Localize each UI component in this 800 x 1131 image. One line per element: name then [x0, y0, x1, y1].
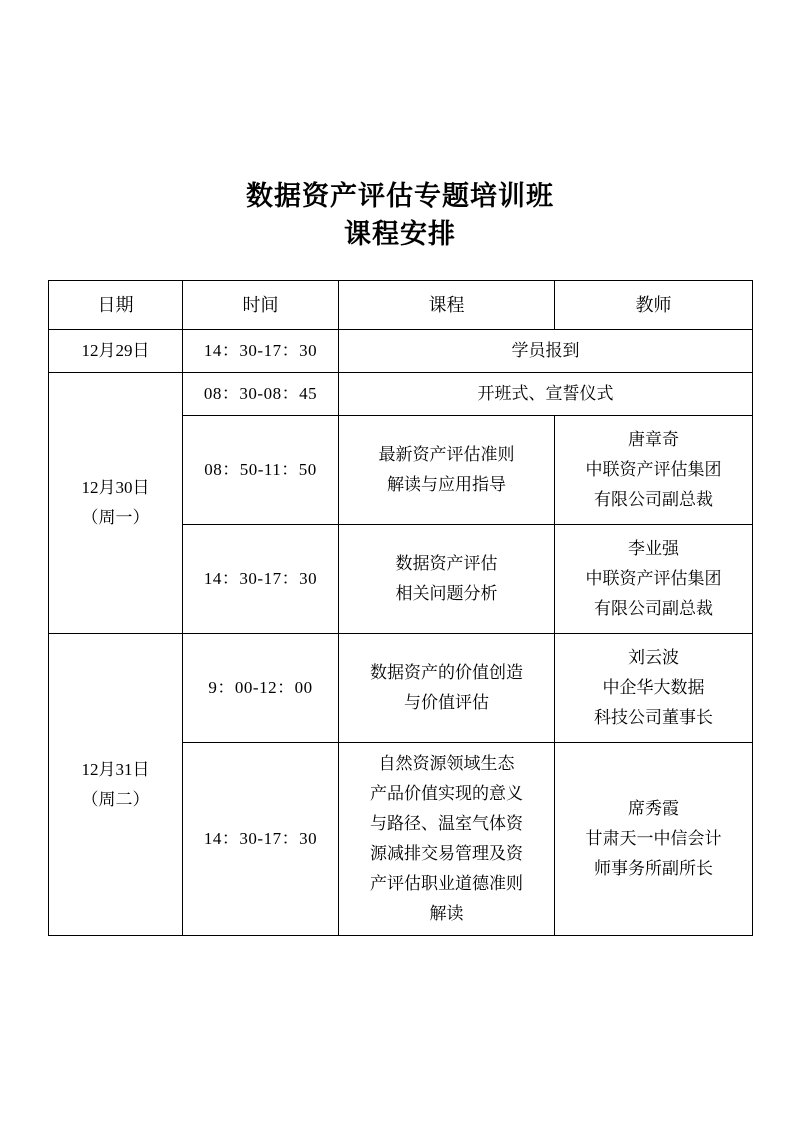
cell-time: 08：30-08：45 [183, 373, 339, 416]
teacher-org-line: 科技公司董事长 [594, 708, 713, 727]
cell-date [49, 330, 183, 373]
column-header-teacher: 教师 [555, 281, 753, 330]
table-row [49, 373, 753, 416]
course-line: 与价值评估 [404, 693, 489, 712]
cell-time: 14：30-17：30 [183, 330, 339, 373]
teacher-name: 席秀霞 [628, 799, 679, 818]
page-title-line-1: 数据资产评估专题培训班 [246, 181, 554, 212]
schedule-table-wrapper [48, 280, 752, 936]
cell-time: 14：30-17：30 [183, 525, 339, 634]
teacher-org-line: 中联资产评估集团 [585, 569, 722, 588]
teacher-org-line: 甘肃天一中信会计 [585, 829, 722, 848]
course-line: 产品价值实现的意义 [370, 784, 523, 803]
column-header-date: 日期 [49, 281, 183, 330]
date-text: 12月29日 [81, 341, 150, 360]
cell-course-merged: 开班式、宣誓仪式 [339, 373, 753, 416]
teacher-org-line: 中企华大数据 [602, 678, 705, 697]
cell-course [339, 634, 555, 743]
cell-teacher [555, 743, 753, 936]
course-line: 与路径、温室气体资 [370, 814, 523, 833]
course-line: 产评估职业道德准则 [370, 874, 523, 893]
cell-course [339, 525, 555, 634]
date-weekday: （周一） [81, 508, 150, 527]
date-text: 12月30日 [81, 478, 150, 497]
cell-course [339, 743, 555, 936]
cell-time: 9：00-12：00 [183, 634, 339, 743]
cell-teacher [555, 525, 753, 634]
course-line: 源减排交易管理及资 [370, 844, 523, 863]
table-header-row [49, 281, 753, 330]
course-line: 解读与应用指导 [387, 475, 506, 494]
table-row [49, 330, 753, 373]
teacher-name: 刘云波 [628, 648, 679, 667]
cell-time: 14：30-17：30 [183, 743, 339, 936]
cell-time: 08：50-11：50 [183, 416, 339, 525]
course-line: 相关问题分析 [395, 584, 498, 603]
table-row [49, 634, 753, 743]
cell-course-merged: 学员报到 [339, 330, 753, 373]
date-text: 12月31日 [81, 759, 150, 779]
column-header-course: 课程 [339, 281, 555, 330]
teacher-org-line: 中联资产评估集团 [585, 460, 722, 479]
course-line: 数据资产的价值创造 [370, 663, 523, 682]
date-weekday: （周二） [81, 789, 150, 809]
cell-course [339, 416, 555, 525]
title-block [48, 0, 752, 254]
cell-teacher [555, 416, 753, 525]
teacher-org-line: 师事务所副所长 [594, 859, 713, 878]
course-line: 最新资产评估准则 [378, 445, 515, 464]
cell-date [49, 634, 183, 936]
column-header-time: 时间 [183, 281, 339, 330]
course-line: 自然资源领域生态 [378, 754, 515, 773]
course-line: 数据资产评估 [395, 554, 498, 573]
course-line: 解读 [429, 904, 464, 923]
page-title-line-2: 课程安排 [344, 219, 456, 250]
teacher-name: 唐章奇 [628, 430, 679, 449]
teacher-org-line: 有限公司副总裁 [594, 490, 713, 509]
teacher-org-line: 有限公司副总裁 [594, 599, 713, 618]
schedule-table [48, 280, 753, 936]
cell-teacher [555, 634, 753, 743]
cell-date [49, 373, 183, 634]
teacher-name: 李业强 [628, 539, 679, 558]
